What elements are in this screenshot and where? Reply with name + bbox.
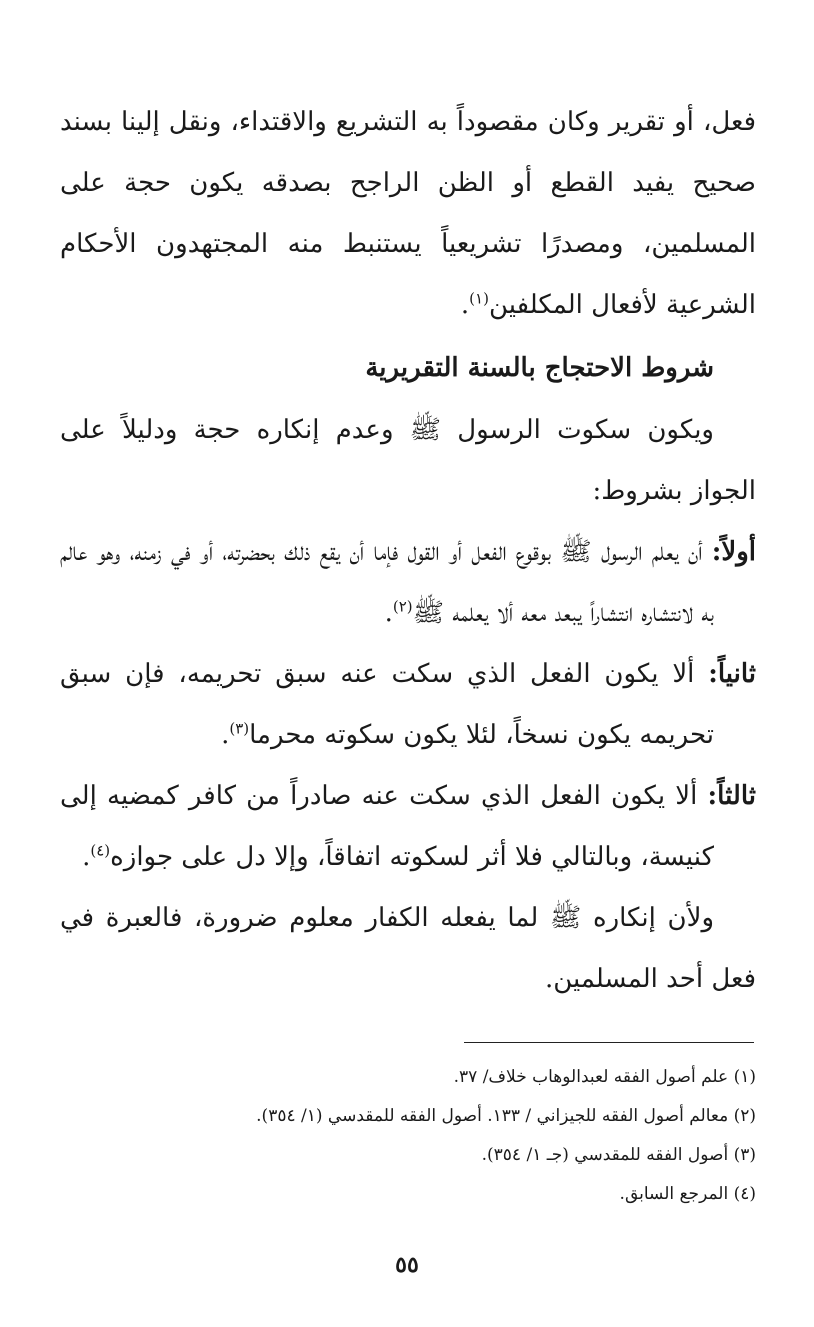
footnotes xyxy=(60,1062,756,1218)
condition-2-end: . xyxy=(221,720,230,750)
condition-3-text: ألا يكون الفعل الذي سكت عنه صادراً من كافر كمضيه إلى كنيسة، وبالتالي فلا أثر لسكوته اتفاقاً، وإلا دل على جوازه xyxy=(60,781,714,872)
condition-1-text: أن يعلم الرسول ﷺ بوقوع الفعل أو القول فإما أن يقع ذلك بحضرته، أو في زمنه، وهو عالم به لانتشاره انتشاراً يبعد معه ألا يعلمه ﷺ xyxy=(60,537,714,628)
footnote-ref-3: (٣) xyxy=(229,719,250,738)
footnote-ref-4: (٤) xyxy=(90,841,111,860)
condition-2-label: ثانياً: xyxy=(708,659,756,689)
footnote-2: (٢) معالم أصول الفقه للجيزاني / ١٣٣. أصول الفقه للمقدسي (١/ ٣٥٤). xyxy=(256,1106,756,1126)
closing-paragraph: ولأن إنكاره ﷺ لما يفعله الكفار معلوم ضرورة، فالعبرة في فعل أحد المسلمين. xyxy=(60,903,756,994)
footnote-1: (١) علم أصول الفقه لعبدالوهاب خلاف/ ٣٧. xyxy=(453,1067,756,1087)
section-heading: شروط الاحتجاج بالسنة التقريرية xyxy=(365,353,714,383)
intro-paragraph xyxy=(60,92,756,336)
footnote-4: (٤) المرجع السابق. xyxy=(619,1184,756,1204)
footnote-3: (٣) أصول الفقه للمقدسي (جـ ١/ ٣٥٤). xyxy=(481,1145,756,1165)
condition-3 xyxy=(60,766,756,888)
footnote-divider xyxy=(464,1042,754,1043)
condition-2-text: ألا يكون الفعل الذي سكت عنه سبق تحريمه، فإن سبق تحريمه يكون نسخاً، لئلا يكون سكوته محرما xyxy=(60,659,714,750)
condition-1-end: . xyxy=(384,598,393,628)
page-number: ٥٥ xyxy=(395,1252,419,1278)
condition-1-label: أولاً: xyxy=(711,537,756,567)
intro-end: . xyxy=(460,290,470,320)
condition-3-label: ثالثاً: xyxy=(707,781,756,811)
page-body xyxy=(60,92,756,1010)
condition-3-end: . xyxy=(82,842,91,872)
intro-text: فعل، أو تقرير وكان مقصوداً به التشريع والاقتداء، ونقل إلينا بسند صحيح يفيد القطع أو الظن الراجح بصدقه يكون حجة على المسلمين، ومصدرًا تشريعياً يستنبط منه المجتهدون الأحكام الشرعية لأفعال المكلفين xyxy=(60,107,756,320)
condition-2 xyxy=(60,644,756,766)
condition-1 xyxy=(60,522,756,644)
lead-paragraph: ويكون سكوت الرسول ﷺ وعدم إنكاره حجة ودليلاً على الجواز بشروط: xyxy=(60,415,756,506)
footnote-ref-2: (٢) xyxy=(392,597,413,616)
footnote-ref-1: (١) xyxy=(469,289,489,308)
